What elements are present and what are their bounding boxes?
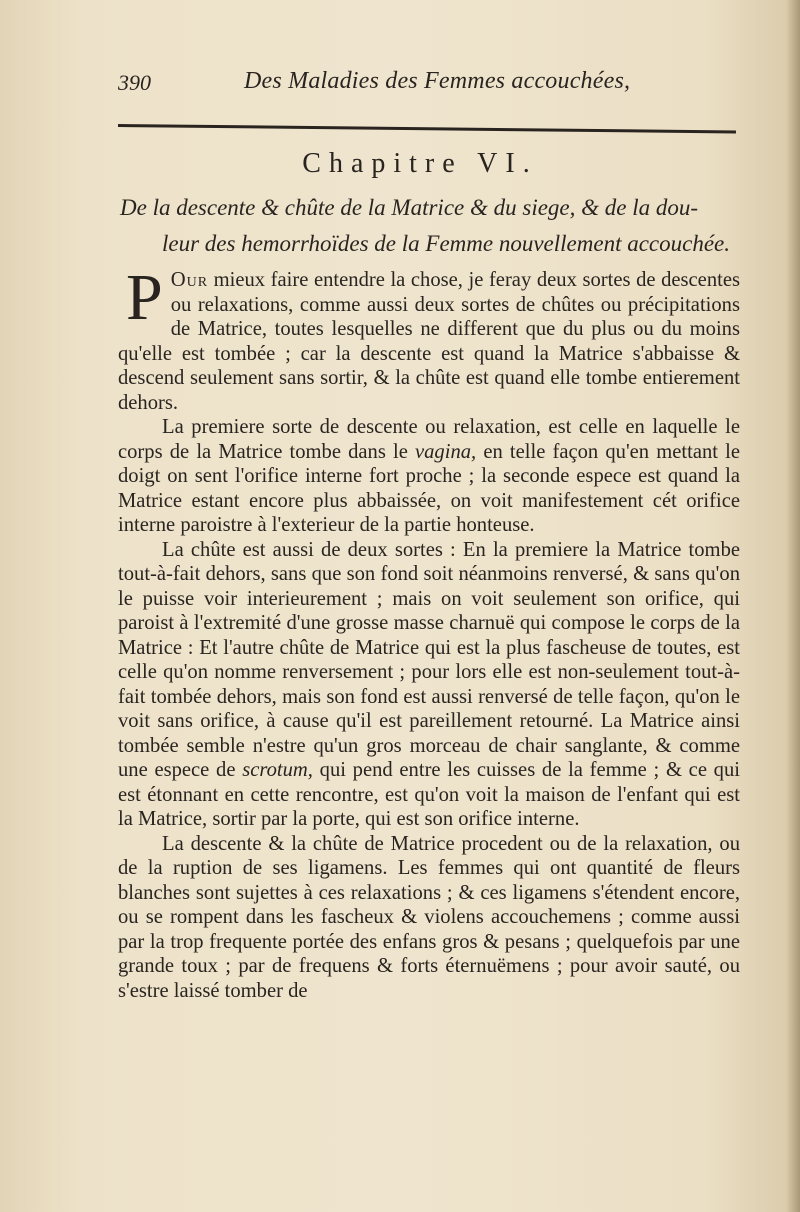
paragraph-4: La descente & la chûte de Matrice procedent ou de la relaxation, ou de la ruption de ses ligamens. Les femmes qui ont quantité de fleurs blanches sont sujettes à ces relaxations ; & ces ligamens s'étendent encore, ou se rompent dans les fascheux & violens accouchemens ; comme aussi par la trop frequente portée des enfans gros & pesans ; quelquefois par une grande toux ; par de frequens & forts éternuëmens ; pour avoir sauté, ou s'estre laissé tomber de (118, 832, 740, 1002)
paragraph-1 (118, 261, 740, 415)
drop-cap: P (126, 261, 163, 334)
paragraph-3-text-a: La chûte est aussi de deux sortes : En la premiere la Matrice tombe tout-à-fait dehors, sans que son fond soit néanmoins renversé, & sans qu'on le puisse voir interieurement ; mais on voit seulement son orifice, qui paroist à l'extremité d'une grosse masse charnuë qui compose le corps de la Matrice : Et l'autre chûte de Matrice qui est la plus fascheuse de toutes, est celle qu'on nomme renversement ; pour lors elle est non-seulement tout-à-fait tombée dehors, mais son fond est aussi renversé de telle façon, qu'on le voit sans orifice, à cause qu'il est pareillement retourné. La Matrice ainsi tombée semble n'estre qu'un gros morceau de chair sanglante, & comme une espece de (118, 538, 740, 781)
chapter-subtitle-line-1: De la descente & chûte de la Matrice & du siege, & de la dou- (120, 195, 699, 220)
paragraph-2-text-b: en telle façon qu'en mettant le doigt on sent l'orifice interne fort proche ; la seconde espece est quand la Matrice estant encore plus abbaissée, on voit manifestement cét orifice interne paroistre à l'exterieur de la partie honteuse. (118, 440, 740, 536)
page-edge-shadow (786, 0, 800, 1212)
paragraph-1-text: mieux faire entendre la chose, je feray deux sortes de descentes ou relaxations, comme aussi deux sortes de chûtes ou précipitations de Matrice, toutes lesquelles ne different que du plus ou du moins qu'elle est tombée ; car la descente est quand la Matrice s'abbaisse & descend seulement sans sortir, & la chûte est quand elle tombe entierement dehors. (118, 269, 740, 414)
running-title: Des Maladies des Femmes accouchées, (244, 68, 631, 94)
paragraph-3-text-b: qui pend entre les cuisses de la femme ; & ce qui est étonnant en cette rencontre, est qu'on voit la maison de l'enfant qui est la Matrice, sortir par la porte, qui est son orifice interne. (118, 759, 740, 830)
page-number: 390 (118, 70, 151, 95)
chapter-subtitle-line-2: leur des hemorrhoïdes de la Femme nouvellement accouchée. (162, 231, 731, 256)
paragraph-2 (118, 415, 740, 538)
chapter-subtitle (120, 190, 760, 262)
paragraph-2-text-a: La premiere sorte de descente ou relaxation, est celle en laquelle le corps de la Matrice tombe dans le (118, 416, 740, 463)
opening-small-caps: Our (170, 269, 209, 291)
body-text (118, 261, 740, 1003)
header-rule (118, 124, 736, 133)
italic-term-scrotum: scrotum, (242, 759, 313, 781)
page-header (118, 66, 678, 102)
paragraph-3 (118, 538, 740, 832)
chapter-title: Chapitre VI. (302, 148, 538, 179)
italic-term-vagina: vagina, (414, 440, 477, 463)
